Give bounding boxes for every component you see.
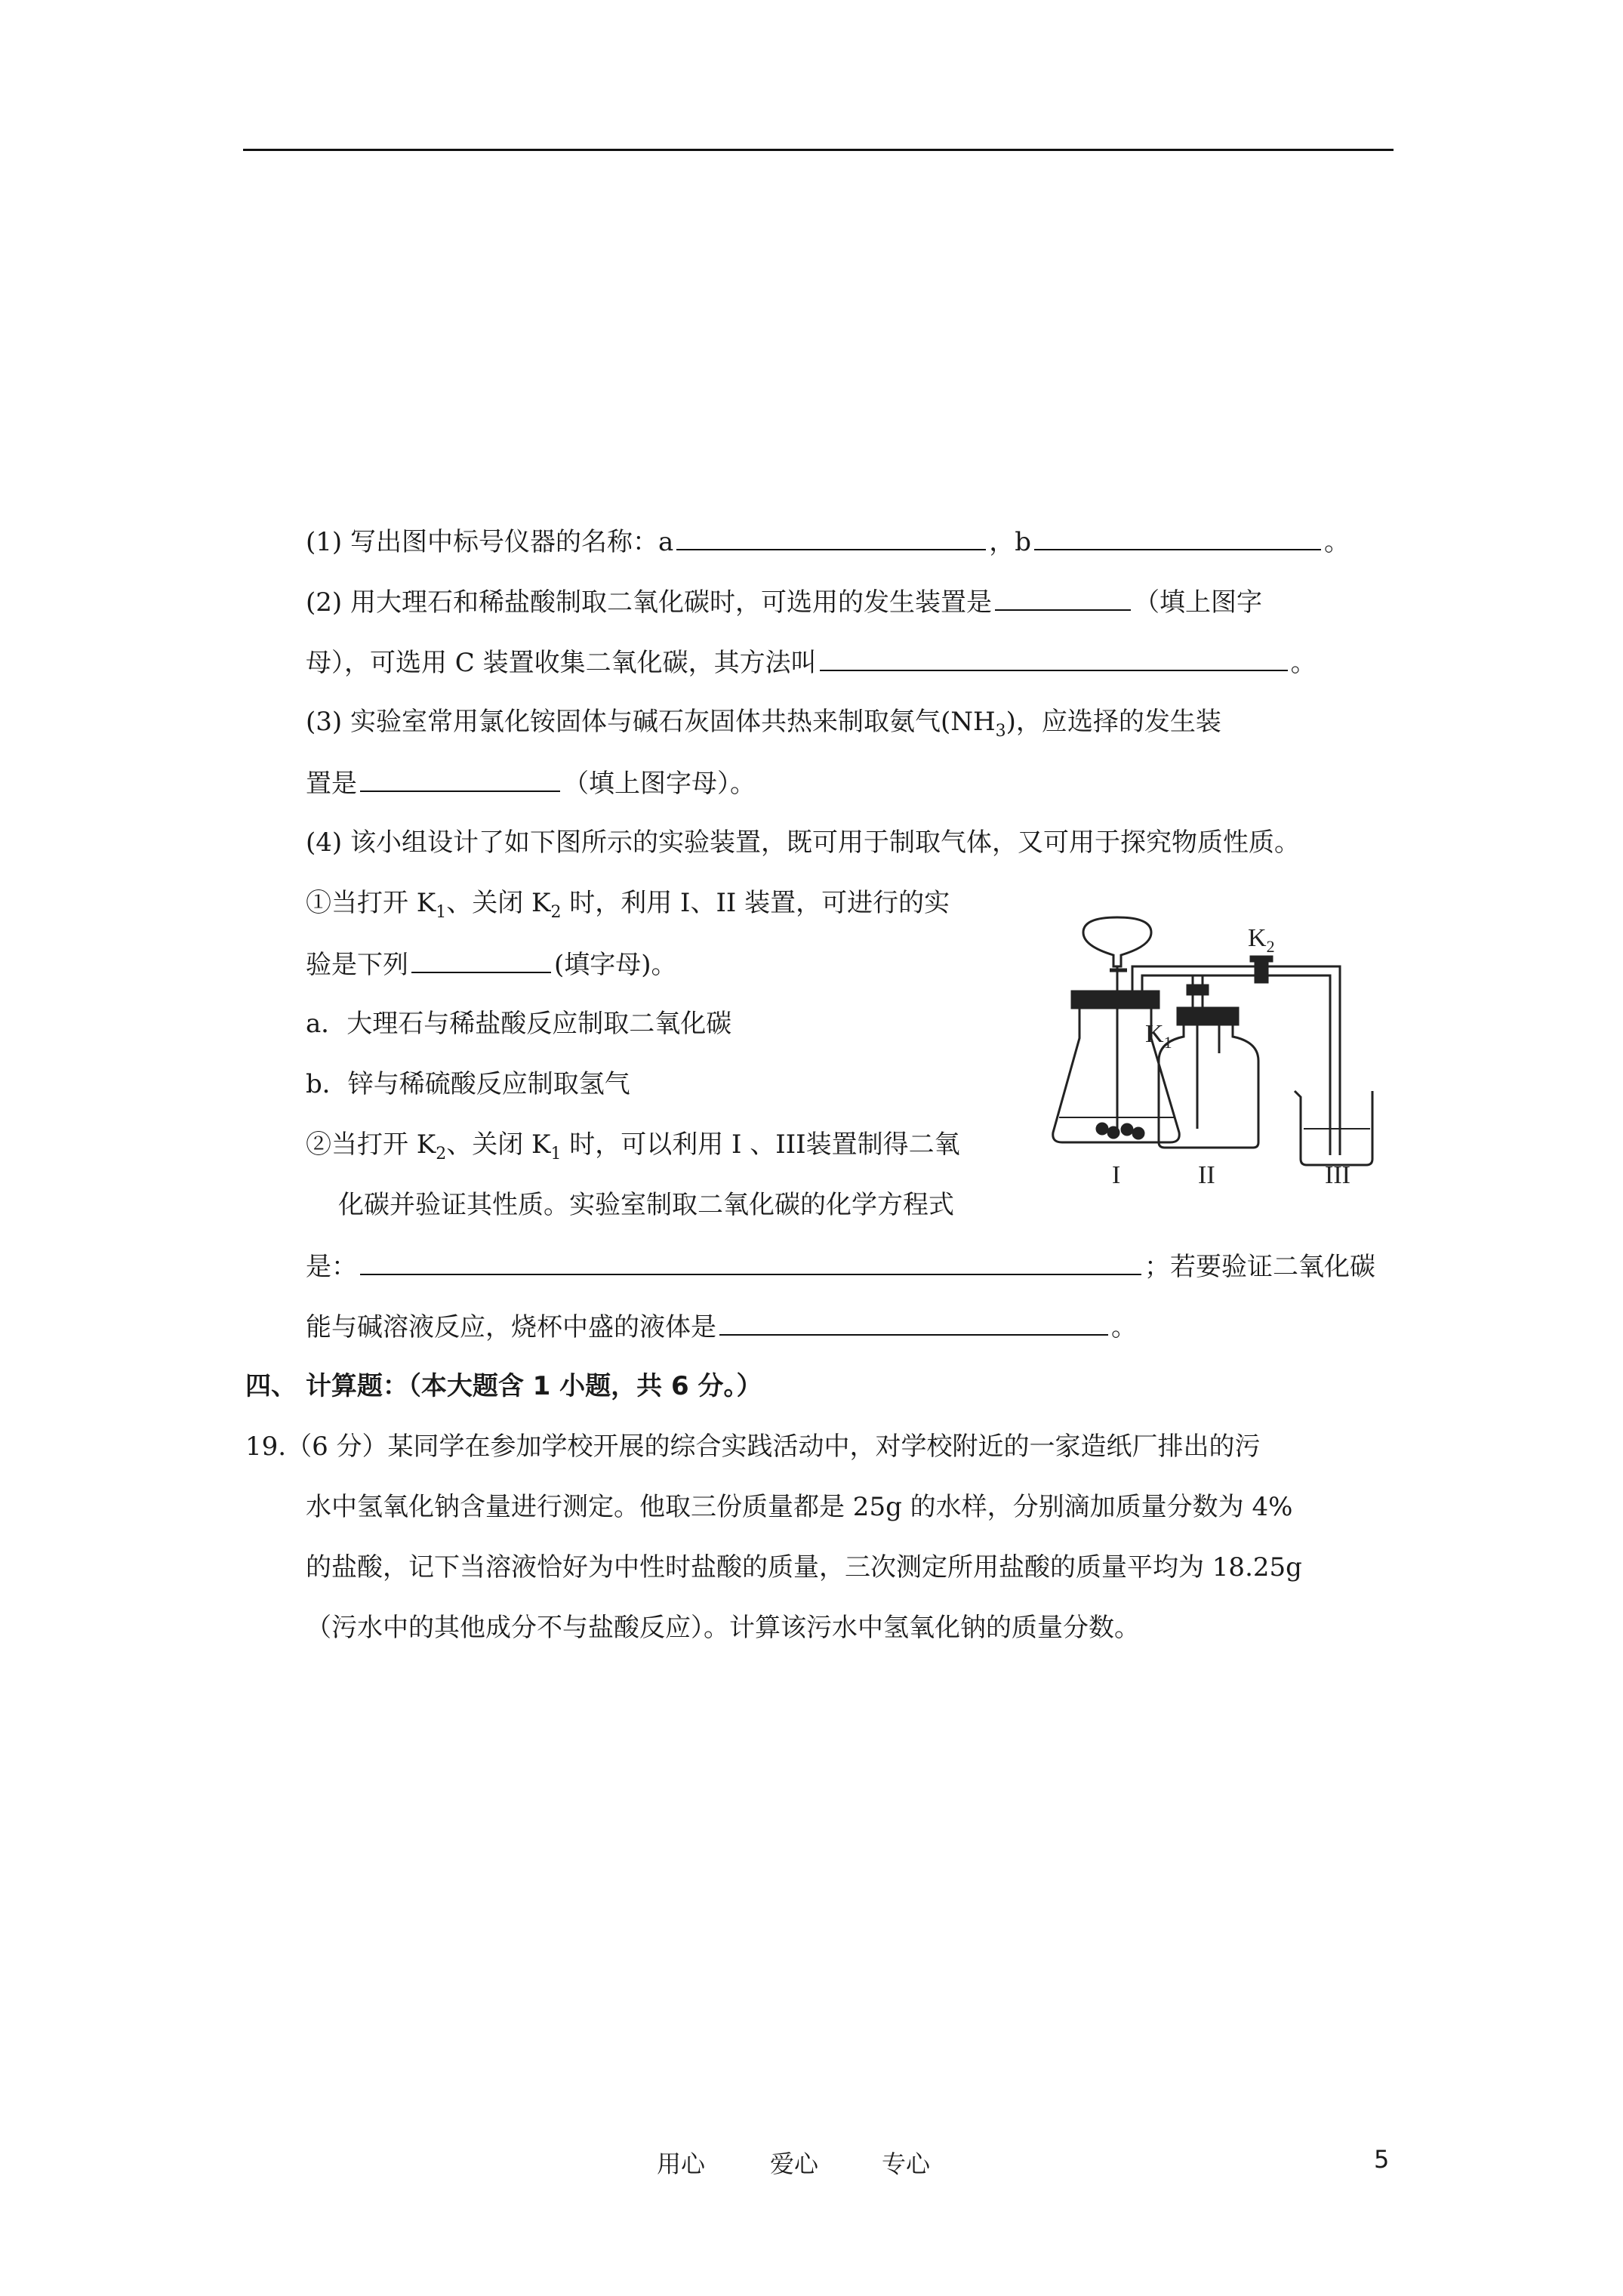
q19-line2-text: 水中氢氧化钠含量进行测定。他取三份质量都是 25g 的水样，分别滴加质量分数为 4% xyxy=(306,1492,1293,1522)
q3-line2-text: 置是 xyxy=(306,769,357,799)
option-a xyxy=(306,1006,731,1041)
section-4-heading xyxy=(245,1369,762,1404)
footer-word-2: 爱心 xyxy=(770,2150,819,2178)
question-3-line-2 xyxy=(306,765,756,801)
q19-line4-text: （污水中的其他成分不与盐酸反应）。计算该污水中氢氧化钠的质量分数。 xyxy=(306,1613,1140,1643)
answer-blank-q2-method[interactable] xyxy=(820,644,1288,671)
question-2-line-2 xyxy=(306,644,1317,680)
q3-line2-suffix: （填上图字母）。 xyxy=(563,769,756,799)
separatory-funnel xyxy=(1083,917,1151,966)
question-19-line-4 xyxy=(306,1610,1140,1645)
q4-p1-a: ①当打开 K xyxy=(306,888,436,918)
q4-p3-sub1: 2 xyxy=(436,1144,447,1163)
q3-suffix: )，应选择的发生装 xyxy=(1006,707,1221,737)
question-1 xyxy=(306,523,1350,559)
option-b-text: b．锌与稀硫酸反应制取氢气 xyxy=(306,1069,630,1099)
q1-mid: ，b xyxy=(989,527,1032,557)
footer-word-3: 专心 xyxy=(882,2150,931,2178)
q1-prefix: (1) 写出图中标号仪器的名称：a xyxy=(306,527,674,557)
question-4-part2 xyxy=(306,1127,960,1162)
q2-line2-text: 母），可选用 C 装置收集二氧化碳，其方法叫 xyxy=(306,648,817,678)
q4-p1-c: 时，利用 I、II 装置，可进行的实 xyxy=(561,888,950,918)
question-3-line-1 xyxy=(306,704,1221,739)
label-k1: $K_1$ xyxy=(1145,1020,1172,1052)
stopper-2 xyxy=(1178,1008,1238,1025)
q4-p1-sub1: 1 xyxy=(436,902,447,922)
q4-p1-sub2: 2 xyxy=(550,902,562,922)
q2-suffix: （填上图字 xyxy=(1133,587,1262,618)
q2-text: (2) 用大理石和稀盐酸制取二氧化碳时，可选用的发生装置是 xyxy=(306,587,992,618)
answer-blank-q4-choice[interactable] xyxy=(411,946,551,973)
page-number: 5 xyxy=(1374,2145,1390,2174)
stopper-1 xyxy=(1072,991,1159,1008)
q4-p3-a: ②当打开 K xyxy=(306,1130,436,1160)
label-device-2: II xyxy=(1198,1161,1215,1185)
q3-text: (3) 实验室常用氯化铵固体与碱石灰固体共热来制取氨气(NH xyxy=(306,707,996,737)
q4-p2-prefix: 验是下列 xyxy=(306,950,408,980)
q4-p6-prefix: 能与碱溶液反应，烧杯中盛的液体是 xyxy=(306,1312,716,1342)
q4-p2-suffix: (填字母)。 xyxy=(554,950,677,980)
valve-k1 xyxy=(1187,985,1208,994)
question-4-intro xyxy=(306,825,1300,860)
q1-end: 。 xyxy=(1324,527,1350,557)
q2-line2-suffix: 。 xyxy=(1290,648,1317,678)
header-rule xyxy=(243,149,1394,151)
q4-p4-text: 化碳并验证其性质。实验室制取二氧化碳的化学方程式 xyxy=(338,1190,954,1220)
label-device-3: III xyxy=(1325,1161,1350,1185)
valve-k2 xyxy=(1255,960,1267,982)
q4-p3-sub2: 1 xyxy=(550,1144,562,1163)
q4-p5-suffix: ；若要验证二氧化碳 xyxy=(1144,1252,1375,1282)
question-4-part1-line2 xyxy=(306,946,677,982)
answer-blank-equation[interactable] xyxy=(360,1248,1141,1275)
answer-blank-beaker-liquid[interactable] xyxy=(719,1308,1108,1336)
question-2-line-1 xyxy=(306,584,1262,620)
question-19-line-3 xyxy=(306,1550,1302,1585)
apparatus-figure xyxy=(1038,902,1393,1185)
answer-blank-b[interactable] xyxy=(1034,523,1321,550)
label-k2: $K_2$ xyxy=(1248,924,1275,956)
question-4-part2-line2 xyxy=(338,1188,954,1222)
section-4-heading-text: 四、 计算题：（本大题含 1 小题，共 6 分。） xyxy=(245,1371,762,1401)
q4-p5-prefix: 是： xyxy=(306,1252,357,1282)
bottle-2 xyxy=(1159,1025,1258,1148)
q4-intro-text: (4) 该小组设计了如下图所示的实验装置，既可用于制取气体，又可用于探究物质性质。 xyxy=(306,827,1300,858)
q4-p1-b: 、关闭 K xyxy=(446,888,551,918)
q4-p6-suffix: 。 xyxy=(1111,1312,1137,1342)
answer-blank-q2-device[interactable] xyxy=(995,584,1131,611)
q19-line1-text: 19.（6 分）某同学在参加学校开展的综合实践活动中，对学校附近的一家造纸厂排出的污 xyxy=(245,1432,1261,1462)
q3-subscript: 3 xyxy=(995,721,1006,741)
option-a-text: a．大理石与稀盐酸反应制取二氧化碳 xyxy=(306,1009,732,1039)
question-4-part2-line3 xyxy=(306,1248,1375,1284)
answer-blank-q3-device[interactable] xyxy=(360,765,560,792)
question-4-part1 xyxy=(306,886,950,920)
question-19-line-2 xyxy=(306,1490,1292,1524)
label-device-1: I xyxy=(1112,1161,1121,1185)
q4-p3-b: 、关闭 K xyxy=(446,1130,551,1160)
q4-p3-c: 时，可以利用 I 、III装置制得二氧 xyxy=(561,1130,960,1160)
question-4-part2-line4 xyxy=(306,1308,1137,1345)
q19-line3-text: 的盐酸，记下当溶液恰好为中性时盐酸的质量，三次测定所用盐酸的质量平均为 18.25g xyxy=(306,1552,1302,1583)
question-19-line-1 xyxy=(245,1429,1261,1464)
footer-word-1: 用心 xyxy=(657,2150,706,2178)
option-b xyxy=(306,1067,630,1102)
answer-blank-a[interactable] xyxy=(676,523,986,550)
